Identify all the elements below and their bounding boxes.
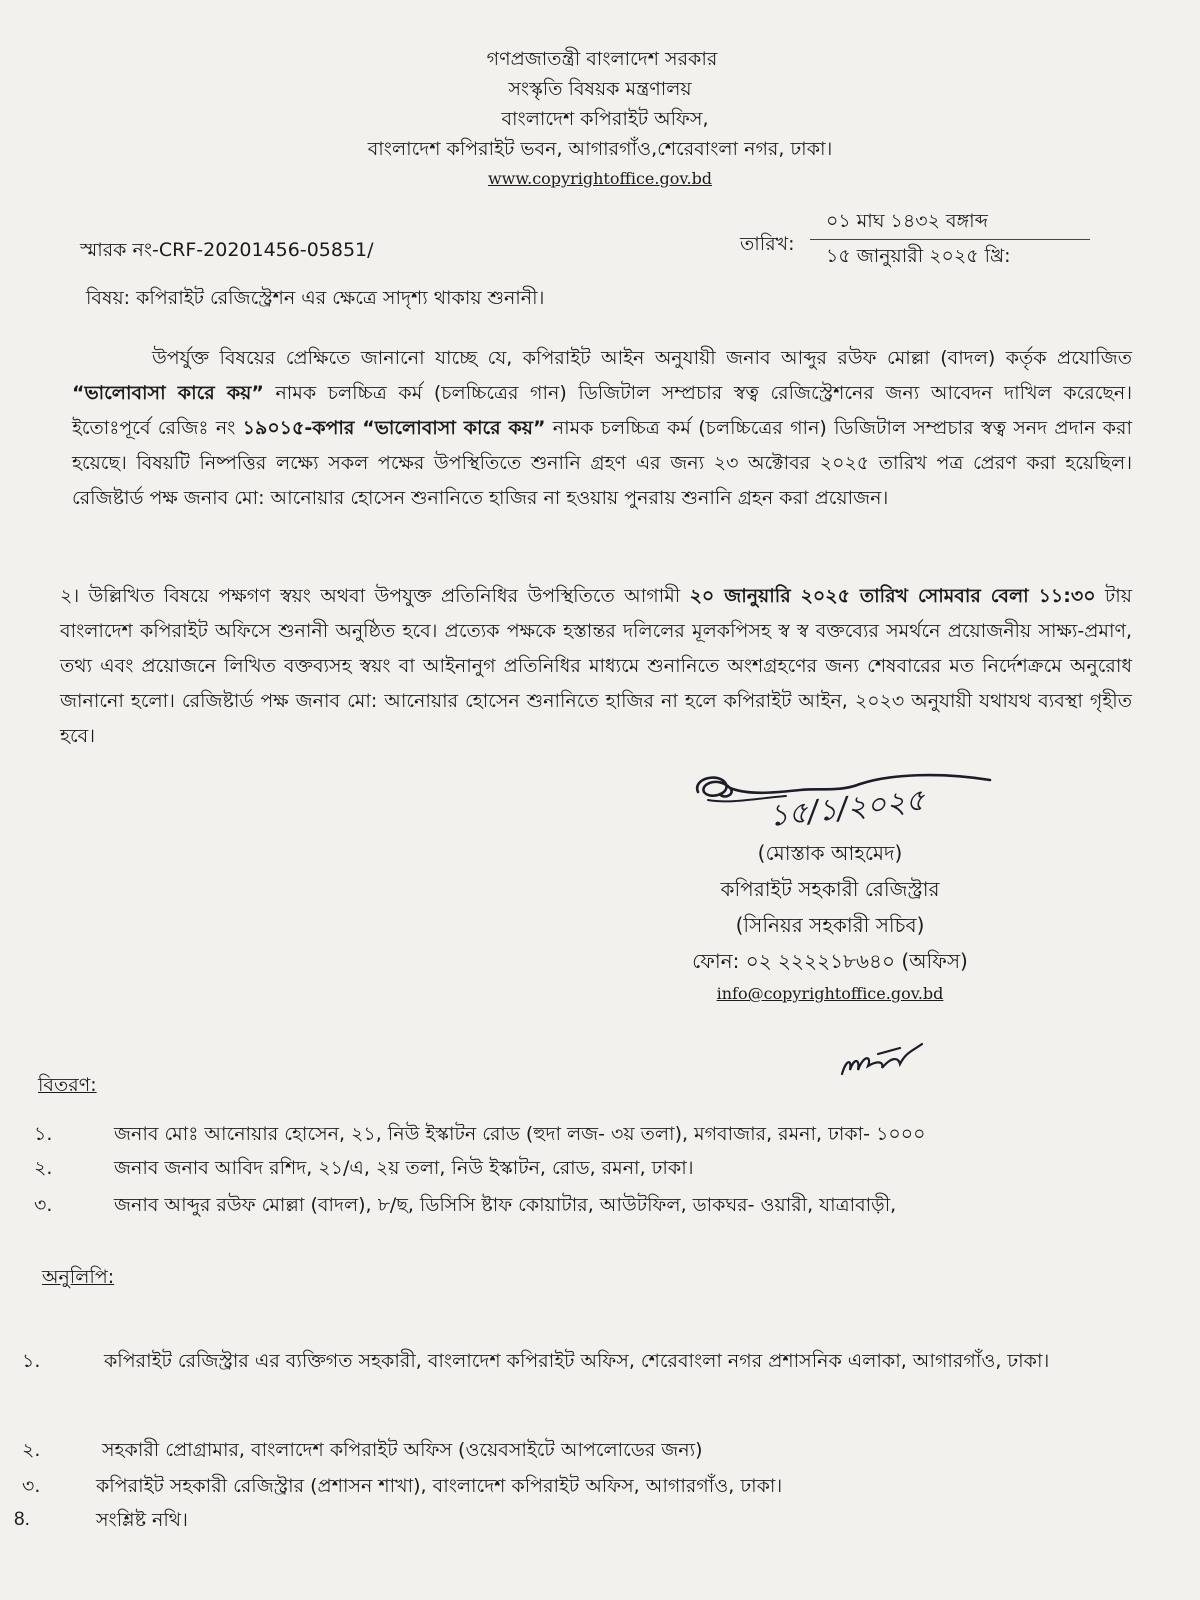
copy-recipient-text: কপিরাইট রেজিস্ট্রার এর ব্যক্তিগত সহকারী, বাংলাদেশ কপিরাইট অফিস, শেরেবাংলা নগর প্রশাসনিক এলাকা, আগারগাঁও, ঢাকা। [104,1350,1050,1372]
paragraph-2 [60,579,1132,754]
office-name: বাংলাদেশ কপিরাইট অফিস, [501,108,709,130]
hearing-datetime: ২০ জানুয়ারি ২০২৫ তারিখ সোমবার বেলা ১১:৩০ [689,585,1096,607]
signatory-designation: (সিনিয়র সহকারী সচিব) [735,913,925,937]
office-address: বাংলাদেশ কপিরাইট ভবন, আগারগাঁও,শেরেবাংলা নগর, ঢাকা। [367,138,833,160]
office-phone: ফোন: ০২ ২২২২১৮৬৪০ (অফিস) [692,949,968,973]
item-number: ৩. [34,1194,53,1216]
recipient-text: জনাব আব্দুর রউফ মোল্লা (বাদল), ৮/ছ, ডিসিসি ষ্টাফ কোয়াটার, আউটফিল, ডাকঘর- ওয়ারী, যাত্রাবাড়ী, [114,1194,897,1216]
signatory-title: কপিরাইট সহকারী রেজিস্ট্রার [720,877,940,901]
subject-line: বিষয়: কপিরাইট রেজিস্ট্রেশন এর ক্ষেত্রে সাদৃশ্য থাকায় শুনানী। [86,287,545,309]
item-number: ৩. [22,1475,41,1497]
paragraph-1-text-b: নামক চলচ্চিত্র কর্ম (চলচ্চিত্রের গান) ডিজিটাল সম্প্রচার স্বত্ব রেজিস্ট্রেশনের জন্য আবেদন দাখিল করেছেন। ইতোঃপূর্বে রেজিঃ নং [72,382,1132,439]
paragraph-1 [72,341,1132,516]
registration-number: ১৯০১৫-কপার “ভালোবাসা কারে কয়” [242,417,546,439]
work-title: “ভালোবাসা কারে কয়” [72,382,264,404]
date-block [810,207,1090,272]
date-bangla: ০১ মাঘ ১৪৩২ বঙ্গাব্দ [810,207,1090,240]
website-link[interactable]: www.copyrightoffice.gov.bd [487,169,713,188]
copy-recipient-text: সহকারী প্রোগ্রামার, বাংলাদেশ কপিরাইট অফিস (ওয়েবসাইটে আপলোডের জন্য) [102,1439,703,1461]
copy-recipient-text: সংশ্লিষ্ট নথি। [96,1509,188,1531]
copy-recipient-text: কপিরাইট সহকারী রেজিস্ট্রার (প্রশাসন শাখা), বাংলাদেশ কপিরাইট অফিস, আগারগাঁও, ঢাকা। [96,1475,783,1497]
signatory-block [660,835,1000,1009]
government-name: গণপ্রজাতন্ত্রী বাংলাদেশ সরকার [486,48,718,70]
paragraph-2-text-a: ২। উল্লিখিত বিষয়ে পক্ষগণ স্বয়ং অথবা উপযুক্ত প্রতিনিধির উপস্থিতিতে আগামী [60,585,690,607]
paragraph-1-text-c: নামক চলচ্চিত্র কর্ম (চলচ্চিত্রের গান) ডিজিটাল সম্প্রচার স্বত্ব সনদ প্রদান করা হয়েছে। বিষয়টি নিষ্পত্তির লক্ষ্যে সকল পক্ষের উপস্থিতিতে শুনানি গ্রহণ এর জন্য ২৩ অক্টোবর ২০২৫ তারিখ পত্র প্রেরণ করা হয়েছিল। রেজিষ্টার্ড পক্ষ জনাব মো: আনোয়ার হোসেন শুনানিতে হাজির না হওয়ায় পুনরায় শুনানি গ্রহন করা প্রয়োজন। [72,417,1132,509]
paragraph-1-text-a: উপর্যুক্ত বিষয়ের প্রেক্ষিতে জানানো যাচ্ছে যে, কপিরাইট আইন অনুযায়ী জনাব আব্দুর রউফ মোল্লা (বাদল) কর্তৃক প্রযোজিত [152,347,1132,369]
distribution-heading: বিতরণ: [38,1074,97,1096]
signature-date: ১৫/১/২০২৫ [767,782,927,834]
office-email[interactable]: info@copyrightoffice.gov.bd [716,984,944,1003]
handwritten-initials [838,1040,928,1080]
date-english: ১৫ জানুয়ারী ২০২৫ খ্রি: [826,245,1011,267]
recipient-text: জনাব মোঃ আনোয়ার হোসেন, ২১, নিউ ইস্কাটন রোড (হুদা লজ- ৩য় তলা), মগবাজার, রমনা, ঢাকা- ১০০০ [114,1123,926,1145]
copy-heading: অনুলিপি: [42,1266,115,1288]
recipient-text: জনাব জনাব আবিদ রশিদ, ২১/এ, ২য় তলা, নিউ ইস্কাটন, রোড, রমনা, ঢাকা। [114,1157,694,1179]
letterhead [0,44,1200,194]
date-label: তারিখ: [740,233,795,255]
item-number: ২. [22,1439,41,1461]
item-number: ১. [34,1123,53,1145]
copy-item [22,1343,1162,1423]
item-number: ২. [34,1157,53,1179]
item-number: 8. [14,1509,30,1530]
memo-number: স্মারক নং-CRF-20201456-05851/ [80,239,374,261]
item-number: ১. [22,1350,41,1372]
signatory-name: (মোস্তাক আহমেদ) [757,841,903,865]
ministry-name: সংস্কৃতি বিষয়ক মন্ত্রণালয় [508,78,692,100]
paragraph-2-text-b: টায় বাংলাদেশ কপিরাইট অফিসে শুনানী অনুষ্ঠিত হবে। প্রত্যেক পক্ষকে হস্তান্তর দলিলের মূলকপিসহ স্ব স্ব বক্তব্যের সমর্থনে প্রয়োজনীয় সাক্ষ্য-প্রমাণ, তথ্য এবং প্রয়োজনে লিখিত বক্তব্যসহ স্বয়ং বা আইনানুগ প্রতিনিধির মাধ্যমে শুনানিতে অংশগ্রহণের জন্য শেষবারের মত নির্দেশক্রমে অনুরোধ জানানো হলো। রেজিষ্টার্ড পক্ষ জনাব মো: আনোয়ার হোসেন শুনানিতে হাজির না হলে কপিরাইট আইন, ২০২৩ অনুযায়ী যথাযথ ব্যবস্থা গৃহীত হবে। [60,585,1132,747]
handwritten-signature [690,770,1030,838]
